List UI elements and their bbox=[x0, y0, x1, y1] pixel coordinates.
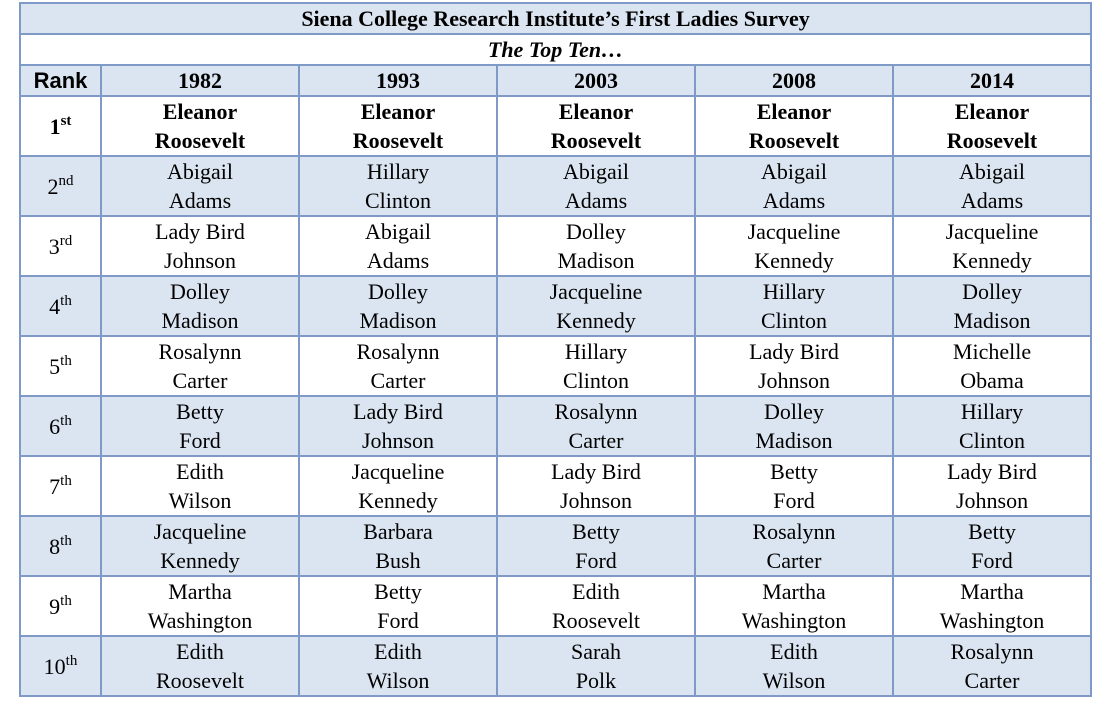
table-row bbox=[20, 456, 1091, 516]
last-name: Adams bbox=[564, 188, 628, 213]
rank-number: 9 bbox=[49, 593, 61, 619]
table-row bbox=[20, 636, 1091, 696]
name-cell bbox=[893, 156, 1091, 216]
rank-suffix: th bbox=[65, 652, 78, 669]
last-name: Madison bbox=[953, 308, 1031, 333]
first-name: Rosalynn bbox=[950, 639, 1034, 664]
first-name: Edith bbox=[176, 639, 224, 664]
first-name: Rosalynn bbox=[356, 339, 440, 364]
name-cell bbox=[893, 516, 1091, 576]
name-cell bbox=[893, 96, 1091, 156]
first-name: Hillary bbox=[762, 279, 826, 304]
name-cell bbox=[101, 156, 299, 216]
first-name: Sarah bbox=[570, 639, 622, 664]
name-cell bbox=[299, 456, 497, 516]
name-cell bbox=[695, 516, 893, 576]
name-cell bbox=[695, 456, 893, 516]
year-header: 2014 bbox=[893, 65, 1091, 96]
last-name: Ford bbox=[575, 548, 617, 573]
rank-cell bbox=[20, 96, 101, 156]
name-cell bbox=[497, 156, 695, 216]
name-cell bbox=[299, 276, 497, 336]
first-name: Lady Bird bbox=[155, 219, 245, 244]
name-cell bbox=[101, 636, 299, 696]
first-name: Jacqueline bbox=[351, 459, 445, 484]
first-name: Eleanor bbox=[558, 99, 634, 124]
name-cell bbox=[497, 576, 695, 636]
first-name: Edith bbox=[572, 579, 620, 604]
table-row bbox=[20, 576, 1091, 636]
name-cell bbox=[893, 396, 1091, 456]
last-name: Polk bbox=[575, 668, 617, 693]
last-name: Carter bbox=[568, 428, 624, 453]
first-name: Rosalynn bbox=[752, 519, 836, 544]
last-name: Adams bbox=[960, 188, 1024, 213]
first-name: Betty bbox=[374, 579, 422, 604]
header-row bbox=[20, 65, 1091, 96]
rank-cell bbox=[20, 456, 101, 516]
rank-suffix: nd bbox=[58, 172, 74, 189]
last-name: Washington bbox=[939, 608, 1045, 633]
last-name: Johnson bbox=[757, 368, 831, 393]
table-row bbox=[20, 336, 1091, 396]
table-title: Siena College Research Institute’s First Ladies Survey bbox=[20, 3, 1091, 34]
first-name: Dolley bbox=[566, 219, 626, 244]
last-name: Wilson bbox=[168, 488, 232, 513]
name-cell bbox=[101, 396, 299, 456]
first-name: Jacqueline bbox=[549, 279, 643, 304]
name-cell bbox=[299, 216, 497, 276]
last-name: Johnson bbox=[955, 488, 1029, 513]
last-name: Kennedy bbox=[160, 548, 240, 573]
first-name: Eleanor bbox=[162, 99, 238, 124]
name-cell bbox=[893, 576, 1091, 636]
first-name: Betty bbox=[176, 399, 224, 424]
first-name: Betty bbox=[968, 519, 1016, 544]
rank-cell bbox=[20, 636, 101, 696]
table-row bbox=[20, 216, 1091, 276]
first-name: Dolley bbox=[368, 279, 428, 304]
last-name: Wilson bbox=[762, 668, 826, 693]
last-name: Roosevelt bbox=[154, 128, 246, 153]
rank-header: Rank bbox=[20, 65, 101, 96]
name-cell bbox=[101, 576, 299, 636]
last-name: Roosevelt bbox=[946, 128, 1038, 153]
last-name: Clinton bbox=[562, 368, 629, 393]
last-name: Washington bbox=[147, 608, 253, 633]
last-name: Madison bbox=[557, 248, 635, 273]
first-name: Hillary bbox=[366, 159, 430, 184]
table-row bbox=[20, 156, 1091, 216]
name-cell bbox=[893, 336, 1091, 396]
first-name: Lady Bird bbox=[551, 459, 641, 484]
rank-number: 1 bbox=[49, 113, 61, 139]
last-name: Roosevelt bbox=[748, 128, 840, 153]
name-cell bbox=[497, 276, 695, 336]
name-cell bbox=[299, 576, 497, 636]
name-cell bbox=[893, 216, 1091, 276]
name-cell bbox=[299, 96, 497, 156]
last-name: Carter bbox=[964, 668, 1020, 693]
name-cell bbox=[695, 216, 893, 276]
year-header: 1993 bbox=[299, 65, 497, 96]
name-cell bbox=[497, 336, 695, 396]
table-row bbox=[20, 276, 1091, 336]
last-name: Adams bbox=[762, 188, 826, 213]
table-row bbox=[20, 96, 1091, 156]
rank-cell bbox=[20, 576, 101, 636]
rank-suffix: th bbox=[60, 592, 72, 609]
name-cell bbox=[299, 156, 497, 216]
name-cell bbox=[299, 336, 497, 396]
last-name: Bush bbox=[375, 548, 421, 573]
last-name: Carter bbox=[370, 368, 426, 393]
last-name: Johnson bbox=[361, 428, 435, 453]
rank-suffix: th bbox=[60, 472, 72, 489]
rank-number: 10 bbox=[43, 653, 66, 679]
last-name: Johnson bbox=[163, 248, 237, 273]
rank-cell bbox=[20, 156, 101, 216]
last-name: Ford bbox=[971, 548, 1013, 573]
table-subtitle: The Top Ten… bbox=[20, 34, 1091, 65]
last-name: Roosevelt bbox=[156, 668, 244, 693]
rank-number: 5 bbox=[49, 353, 61, 379]
rank-cell bbox=[20, 396, 101, 456]
name-cell bbox=[497, 636, 695, 696]
first-name: Rosalynn bbox=[158, 339, 242, 364]
last-name: Kennedy bbox=[952, 248, 1032, 273]
first-name: Betty bbox=[770, 459, 818, 484]
name-cell bbox=[101, 216, 299, 276]
last-name: Kennedy bbox=[556, 308, 636, 333]
first-name: Jacqueline bbox=[747, 219, 841, 244]
first-name: Rosalynn bbox=[554, 399, 638, 424]
rank-cell bbox=[20, 216, 101, 276]
first-name: Abigail bbox=[167, 159, 233, 184]
name-cell bbox=[893, 456, 1091, 516]
first-name: Abigail bbox=[563, 159, 629, 184]
name-cell bbox=[893, 276, 1091, 336]
first-name: Martha bbox=[168, 579, 232, 604]
last-name: Madison bbox=[161, 308, 239, 333]
subtitle-row bbox=[20, 34, 1091, 65]
rank-suffix: rd bbox=[59, 232, 73, 249]
rank-number: 7 bbox=[49, 473, 61, 499]
name-cell bbox=[695, 336, 893, 396]
name-cell bbox=[497, 216, 695, 276]
last-name: Ford bbox=[179, 428, 221, 453]
first-name: Lady Bird bbox=[947, 459, 1037, 484]
last-name: Washington bbox=[741, 608, 847, 633]
last-name: Kennedy bbox=[358, 488, 438, 513]
first-name: Jacqueline bbox=[945, 219, 1039, 244]
first-name: Dolley bbox=[962, 279, 1022, 304]
last-name: Obama bbox=[960, 368, 1024, 393]
last-name: Madison bbox=[755, 428, 833, 453]
name-cell bbox=[695, 156, 893, 216]
table-body bbox=[20, 3, 1091, 696]
rank-number: 8 bbox=[49, 533, 61, 559]
rank-cell bbox=[20, 336, 101, 396]
year-header: 2008 bbox=[695, 65, 893, 96]
name-cell bbox=[497, 396, 695, 456]
last-name: Carter bbox=[766, 548, 822, 573]
name-cell bbox=[101, 516, 299, 576]
rank-cell bbox=[20, 516, 101, 576]
first-name: Jacqueline bbox=[153, 519, 247, 544]
last-name: Adams bbox=[168, 188, 232, 213]
rank-suffix: th bbox=[60, 532, 72, 549]
first-name: Eleanor bbox=[360, 99, 436, 124]
rank-number: 3 bbox=[48, 233, 60, 259]
first-name: Abigail bbox=[959, 159, 1026, 184]
first-name: Hillary bbox=[564, 339, 628, 364]
last-name: Kennedy bbox=[754, 248, 834, 273]
name-cell bbox=[101, 456, 299, 516]
last-name: Johnson bbox=[559, 488, 633, 513]
name-cell bbox=[893, 636, 1091, 696]
name-cell bbox=[695, 636, 893, 696]
last-name: Madison bbox=[359, 308, 437, 333]
name-cell bbox=[695, 276, 893, 336]
first-name: Barbara bbox=[363, 519, 433, 544]
title-row bbox=[20, 3, 1091, 34]
first-name: Hillary bbox=[960, 399, 1024, 424]
rank-number: 4 bbox=[49, 293, 61, 319]
name-cell bbox=[299, 516, 497, 576]
first-name: Dolley bbox=[764, 399, 824, 424]
last-name: Ford bbox=[377, 608, 419, 633]
first-name: Martha bbox=[960, 579, 1024, 604]
name-cell bbox=[497, 516, 695, 576]
name-cell bbox=[695, 576, 893, 636]
name-cell bbox=[497, 456, 695, 516]
name-cell bbox=[299, 636, 497, 696]
rank-suffix: th bbox=[60, 352, 72, 369]
rank-suffix: th bbox=[60, 412, 72, 429]
rank-number: 2 bbox=[47, 173, 59, 199]
last-name: Clinton bbox=[364, 188, 431, 213]
name-cell bbox=[101, 276, 299, 336]
first-name: Betty bbox=[572, 519, 620, 544]
last-name: Wilson bbox=[366, 668, 430, 693]
first-name: Eleanor bbox=[756, 99, 832, 124]
name-cell bbox=[497, 96, 695, 156]
last-name: Carter bbox=[172, 368, 228, 393]
name-cell bbox=[101, 336, 299, 396]
first-name: Abigail bbox=[365, 219, 431, 244]
table-row bbox=[20, 516, 1091, 576]
year-header: 2003 bbox=[497, 65, 695, 96]
first-name: Lady Bird bbox=[749, 339, 839, 364]
first-name: Dolley bbox=[170, 279, 230, 304]
year-header: 1982 bbox=[101, 65, 299, 96]
name-cell bbox=[695, 96, 893, 156]
last-name: Roosevelt bbox=[352, 128, 444, 153]
first-name: Edith bbox=[374, 639, 422, 664]
rank-suffix: st bbox=[60, 112, 72, 129]
rank-cell bbox=[20, 276, 101, 336]
first-name: Michelle bbox=[952, 339, 1032, 364]
name-cell bbox=[101, 96, 299, 156]
first-name: Edith bbox=[770, 639, 818, 664]
rank-number: 6 bbox=[49, 413, 61, 439]
last-name: Roosevelt bbox=[552, 608, 640, 633]
name-cell bbox=[695, 396, 893, 456]
last-name: Roosevelt bbox=[550, 128, 642, 153]
name-cell bbox=[299, 396, 497, 456]
first-name: Eleanor bbox=[954, 99, 1030, 124]
last-name: Ford bbox=[773, 488, 815, 513]
first-name: Martha bbox=[762, 579, 826, 604]
first-ladies-table bbox=[19, 2, 1092, 697]
last-name: Adams bbox=[366, 248, 430, 273]
first-name: Lady Bird bbox=[353, 399, 443, 424]
first-name: Abigail bbox=[761, 159, 827, 184]
rank-suffix: th bbox=[60, 292, 72, 309]
table-row bbox=[20, 396, 1091, 456]
last-name: Clinton bbox=[760, 308, 827, 333]
first-name: Edith bbox=[176, 459, 224, 484]
last-name: Clinton bbox=[959, 428, 1026, 453]
